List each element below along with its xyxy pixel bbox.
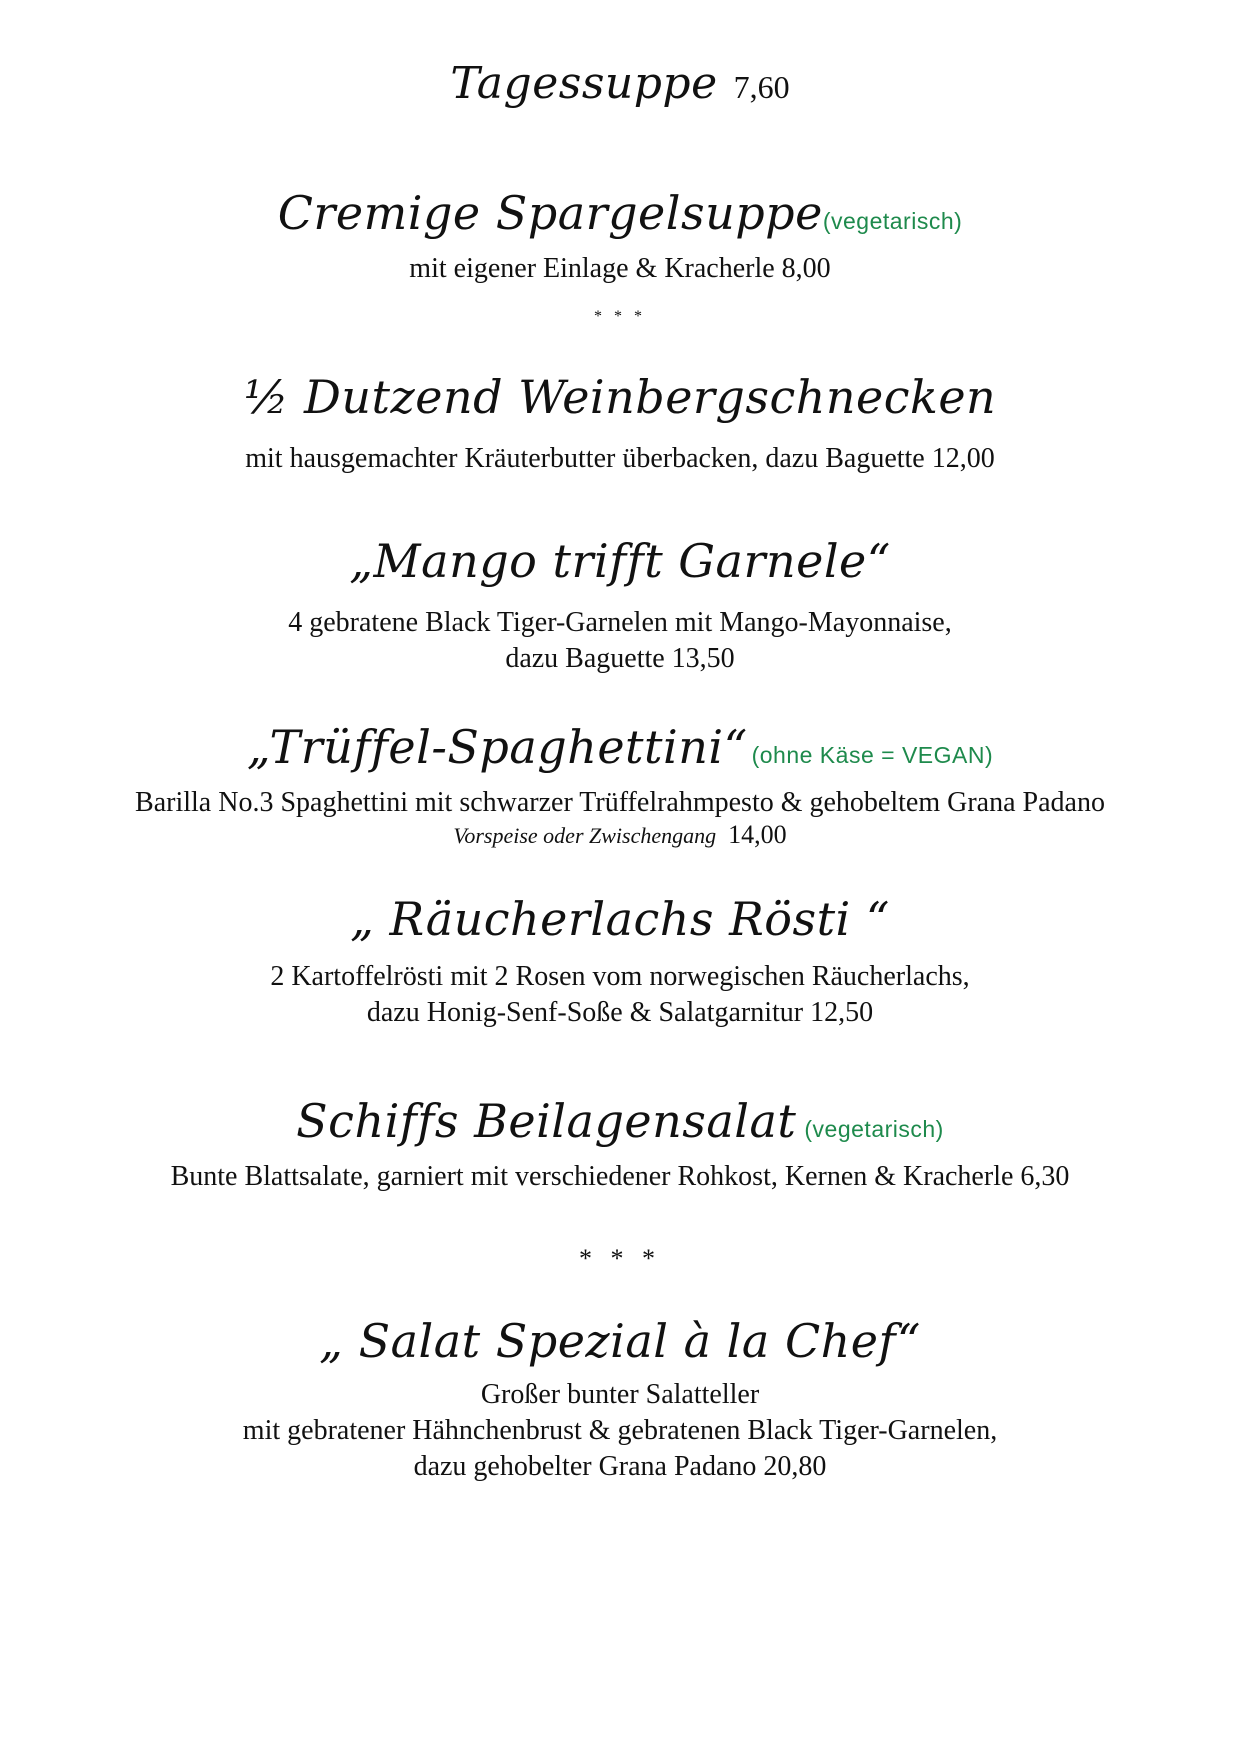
separator-small: * * *	[594, 308, 646, 325]
truffle-title: „Trüffel-Spaghettini“	[246, 720, 748, 774]
salmon-title: „ Räucherlachs Rösti “	[350, 892, 890, 946]
vegan-tag: (ohne Käse = VEGAN)	[751, 742, 994, 768]
salmon-heading	[0, 892, 1240, 946]
salmon-description-line-1: 2 Kartoffelrösti mit 2 Rosen vom norwegischen Räucherlachs,	[270, 961, 970, 992]
side-salad-description: Bunte Blattsalate, garniert mit verschiedener Rohkost, Kernen & Kracherle 6,30	[170, 1161, 1070, 1192]
asparagus-soup-heading	[0, 186, 1240, 240]
truffle-description: Barilla No.3 Spaghettini mit schwarzer Trüffelrahmpesto & gehobeltem Grana Padano	[135, 787, 1105, 818]
chef-salad-heading	[0, 1314, 1240, 1368]
truffle-note: Vorspeise oder Zwischengang	[453, 823, 717, 848]
snails-description: mit hausgemachter Kräuterbutter überbacken, dazu Baguette 12,00	[245, 443, 995, 474]
chef-salad-title: „ Salat Spezial à la Chef“	[319, 1314, 921, 1368]
soup-of-day-heading	[0, 58, 1240, 109]
chef-salad-description-line-1: Großer bunter Salatteller	[480, 1379, 760, 1410]
truffle-note-line	[0, 820, 1240, 850]
truffle-heading	[0, 720, 1240, 774]
soup-of-day-price: 7,60	[733, 69, 790, 105]
salmon-description-line-2: dazu Honig-Senf-Soße & Salatgarnitur 12,50	[366, 997, 874, 1028]
separator: * * *	[579, 1244, 661, 1273]
chef-salad-description-line-3: dazu gehobelter Grana Padano 20,80	[413, 1451, 827, 1482]
asparagus-soup-title: Cremige Spargelsuppe	[277, 186, 823, 240]
soup-of-day-title: Tagessuppe	[450, 58, 718, 109]
vegetarian-tag: (vegetarisch)	[804, 1116, 944, 1142]
asparagus-soup-description: mit eigener Einlage & Kracherle 8,00	[409, 253, 831, 284]
truffle-price: 14,00	[728, 820, 787, 849]
mango-heading	[0, 534, 1240, 588]
snails-title: ½ Dutzend Weinbergschnecken	[243, 370, 997, 424]
chef-salad-description-line-2: mit gebratener Hähnchenbrust & gebratenen Black Tiger-Garnelen,	[242, 1415, 998, 1446]
vegetarian-tag: (vegetarisch)	[822, 208, 963, 234]
mango-description-line-1: 4 gebratene Black Tiger-Garnelen mit Mango-Mayonnaise,	[288, 607, 952, 638]
mango-title: „Mango trifft Garnele“	[349, 534, 891, 588]
mango-description-line-2: dazu Baguette 13,50	[505, 643, 735, 674]
side-salad-title: Schiffs Beilagensalat	[296, 1094, 797, 1148]
side-salad-heading	[0, 1094, 1240, 1148]
snails-heading	[0, 370, 1240, 424]
